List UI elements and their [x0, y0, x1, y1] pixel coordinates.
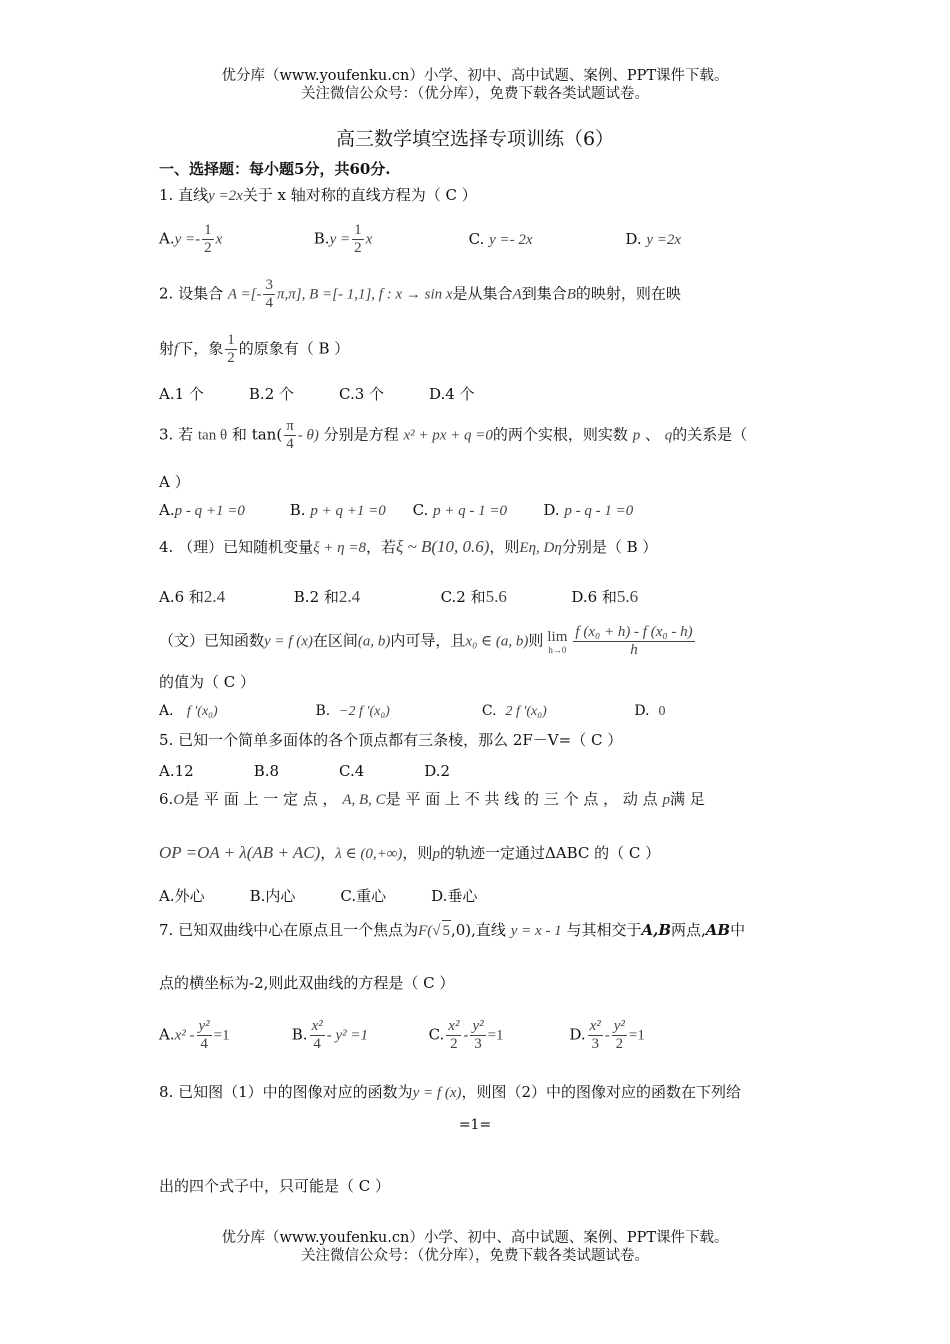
- q1-option-d: D. y =2x: [625, 229, 682, 248]
- question-7-line-2: 点的横坐标为-2,则此双曲线的方程是（ C ）: [159, 974, 455, 992]
- question-1-stem: 1. 直线y =2x关于 x 轴对称的直线方程为（ C ）: [159, 186, 477, 204]
- q1-option-c: C. y =- 2x: [468, 229, 533, 248]
- section-heading: 一、选择题：每小题5分，共60分.: [159, 160, 391, 178]
- q4w-option-d: D. 0: [634, 703, 666, 719]
- q7-option-a: A.x² - $\frac{\text{y²}}{4}$ =1: [159, 1018, 230, 1052]
- question-7-options: [159, 1018, 645, 1053]
- question-2-options: A.1 个 B.2 个 C.3 个 D.4 个: [159, 385, 475, 403]
- question-5-stem: 5. 已知一个简单多面体的各个顶点都有三条棱，那么 2F－V=（ C ）: [159, 731, 623, 749]
- q3-option-c: C. p + q - 1 =0: [412, 501, 508, 519]
- footer-line-2: 关注微信公众号：（优分库），免费下载各类试题试卷。: [301, 1248, 649, 1264]
- q4-option-d: D.6 和5.6: [571, 587, 639, 606]
- header-line-2: 关注微信公众号：（优分库），免费下载各类试题试卷。: [301, 86, 649, 102]
- question-8-stem: 8. 已知图（1）中的图像对应的函数为y = f (x)，则图（2）中的图像对应的函数在下列给: [159, 1083, 742, 1101]
- question-1-options: [159, 222, 681, 257]
- question-2-line-2: 射f下，象 $\frac{1}{2}$ 的原象有（ B ）: [159, 332, 350, 366]
- question-3-stem: 3. 若 tan θ 和 tan( $\frac{\pi}{4}$ - θ) 分别是方程 x² + px + q =0的两个实根，则实数 p 、 q的关系是（: [159, 418, 748, 452]
- q7-option-d: D. $\frac{\text{x²}}{3}$ - $\frac{\text{y²}}{2}$ =1: [569, 1018, 645, 1052]
- question-6-stem: 6.O是 平 面 上 一 定 点 ， A, B, C是 平 面 上 不 共 线 的 三 个 点 ， 动 点 p满 足: [159, 790, 705, 808]
- page-title: 高三数学填空选择专项训练（6）: [335, 128, 615, 150]
- q1-option-a: A.y =- $\frac{1}{2}$ x: [159, 222, 223, 256]
- q3-option-d: D. p - q - 1 =0: [543, 501, 634, 519]
- header-line-1: 优分库（www.youfenku.cn）小学、初中、高中试题、案例、PPT课件下载。: [221, 68, 729, 84]
- question-3-options: [159, 500, 633, 521]
- question-7-stem: 7. 已知双曲线中心在原点且一个焦点为F(√ 5,0),直线 y = x - 1 与其相交于A,B两点,AB中: [159, 921, 746, 939]
- question-3-answer: A ）: [159, 473, 190, 491]
- q4w-option-c: C. 2 f '(x₀): [481, 703, 547, 719]
- q7-option-b: B. $\frac{\text{x²}}{4}$ - y² =1: [291, 1018, 369, 1052]
- question-4-options: [159, 587, 638, 607]
- q1-option-b: B.y = $\frac{1}{2}$ x: [313, 222, 373, 256]
- question-2-stem: 2. 设集合 A =[- $\frac{3}{4}$ π,π], B =[- 1,1], f : x → sin x是从集合A到集合B的映射，则在映: [159, 277, 681, 311]
- question-4-wen-options: [159, 701, 665, 722]
- question-6-line-2: OP =OA + λ(AB + AC)，λ ∈ (0,+∞)，则p的轨迹一定通过ΔABC 的（ C ）: [159, 843, 661, 862]
- question-8-line-2: 出的四个式子中，只可能是（ C ）: [159, 1177, 391, 1195]
- q7-option-c: C. $\frac{\text{x²}}{2}$ - $\frac{\text{y²}}{3}$ =1: [428, 1018, 504, 1052]
- q4-option-a: A.6 和2.4: [159, 587, 226, 606]
- page-number: =1=: [458, 1117, 492, 1133]
- q4w-option-b: B. −2 f '(x₀): [315, 703, 390, 719]
- question-4-stem: 4. （理）已知随机变量ξ + η =8，若ξ ~ B(10, 0.6)，则Eη, Dη分别是（ B ）: [159, 537, 658, 556]
- q3-option-b: B. p + q +1 =0: [289, 501, 386, 519]
- question-5-options: A.12 B.8 C.4 D.2: [159, 762, 451, 780]
- question-6-options: A.外心 B.内心 C.重心 D.垂心: [159, 887, 478, 905]
- q4-option-c: C.2 和5.6: [440, 587, 507, 606]
- footer-line-1: 优分库（www.youfenku.cn）小学、初中、高中试题、案例、PPT课件下载。: [221, 1230, 729, 1246]
- question-4-wen-tail: 的值为（ C ）: [159, 673, 256, 691]
- question-4-wen-stem: （文）已知函数y = f (x)在区间(a, b)内可导，且x₀ ∈ (a, b)则 lim h→0 $\frac{\text{f (x₀ + h) - f (x₀ - h)}}{h}$: [159, 624, 693, 658]
- q4-option-b: B.2 和2.4: [293, 587, 361, 606]
- q4w-option-a: A. f '(x₀): [159, 703, 218, 719]
- q3-option-a: A.p - q +1 =0: [159, 501, 245, 519]
